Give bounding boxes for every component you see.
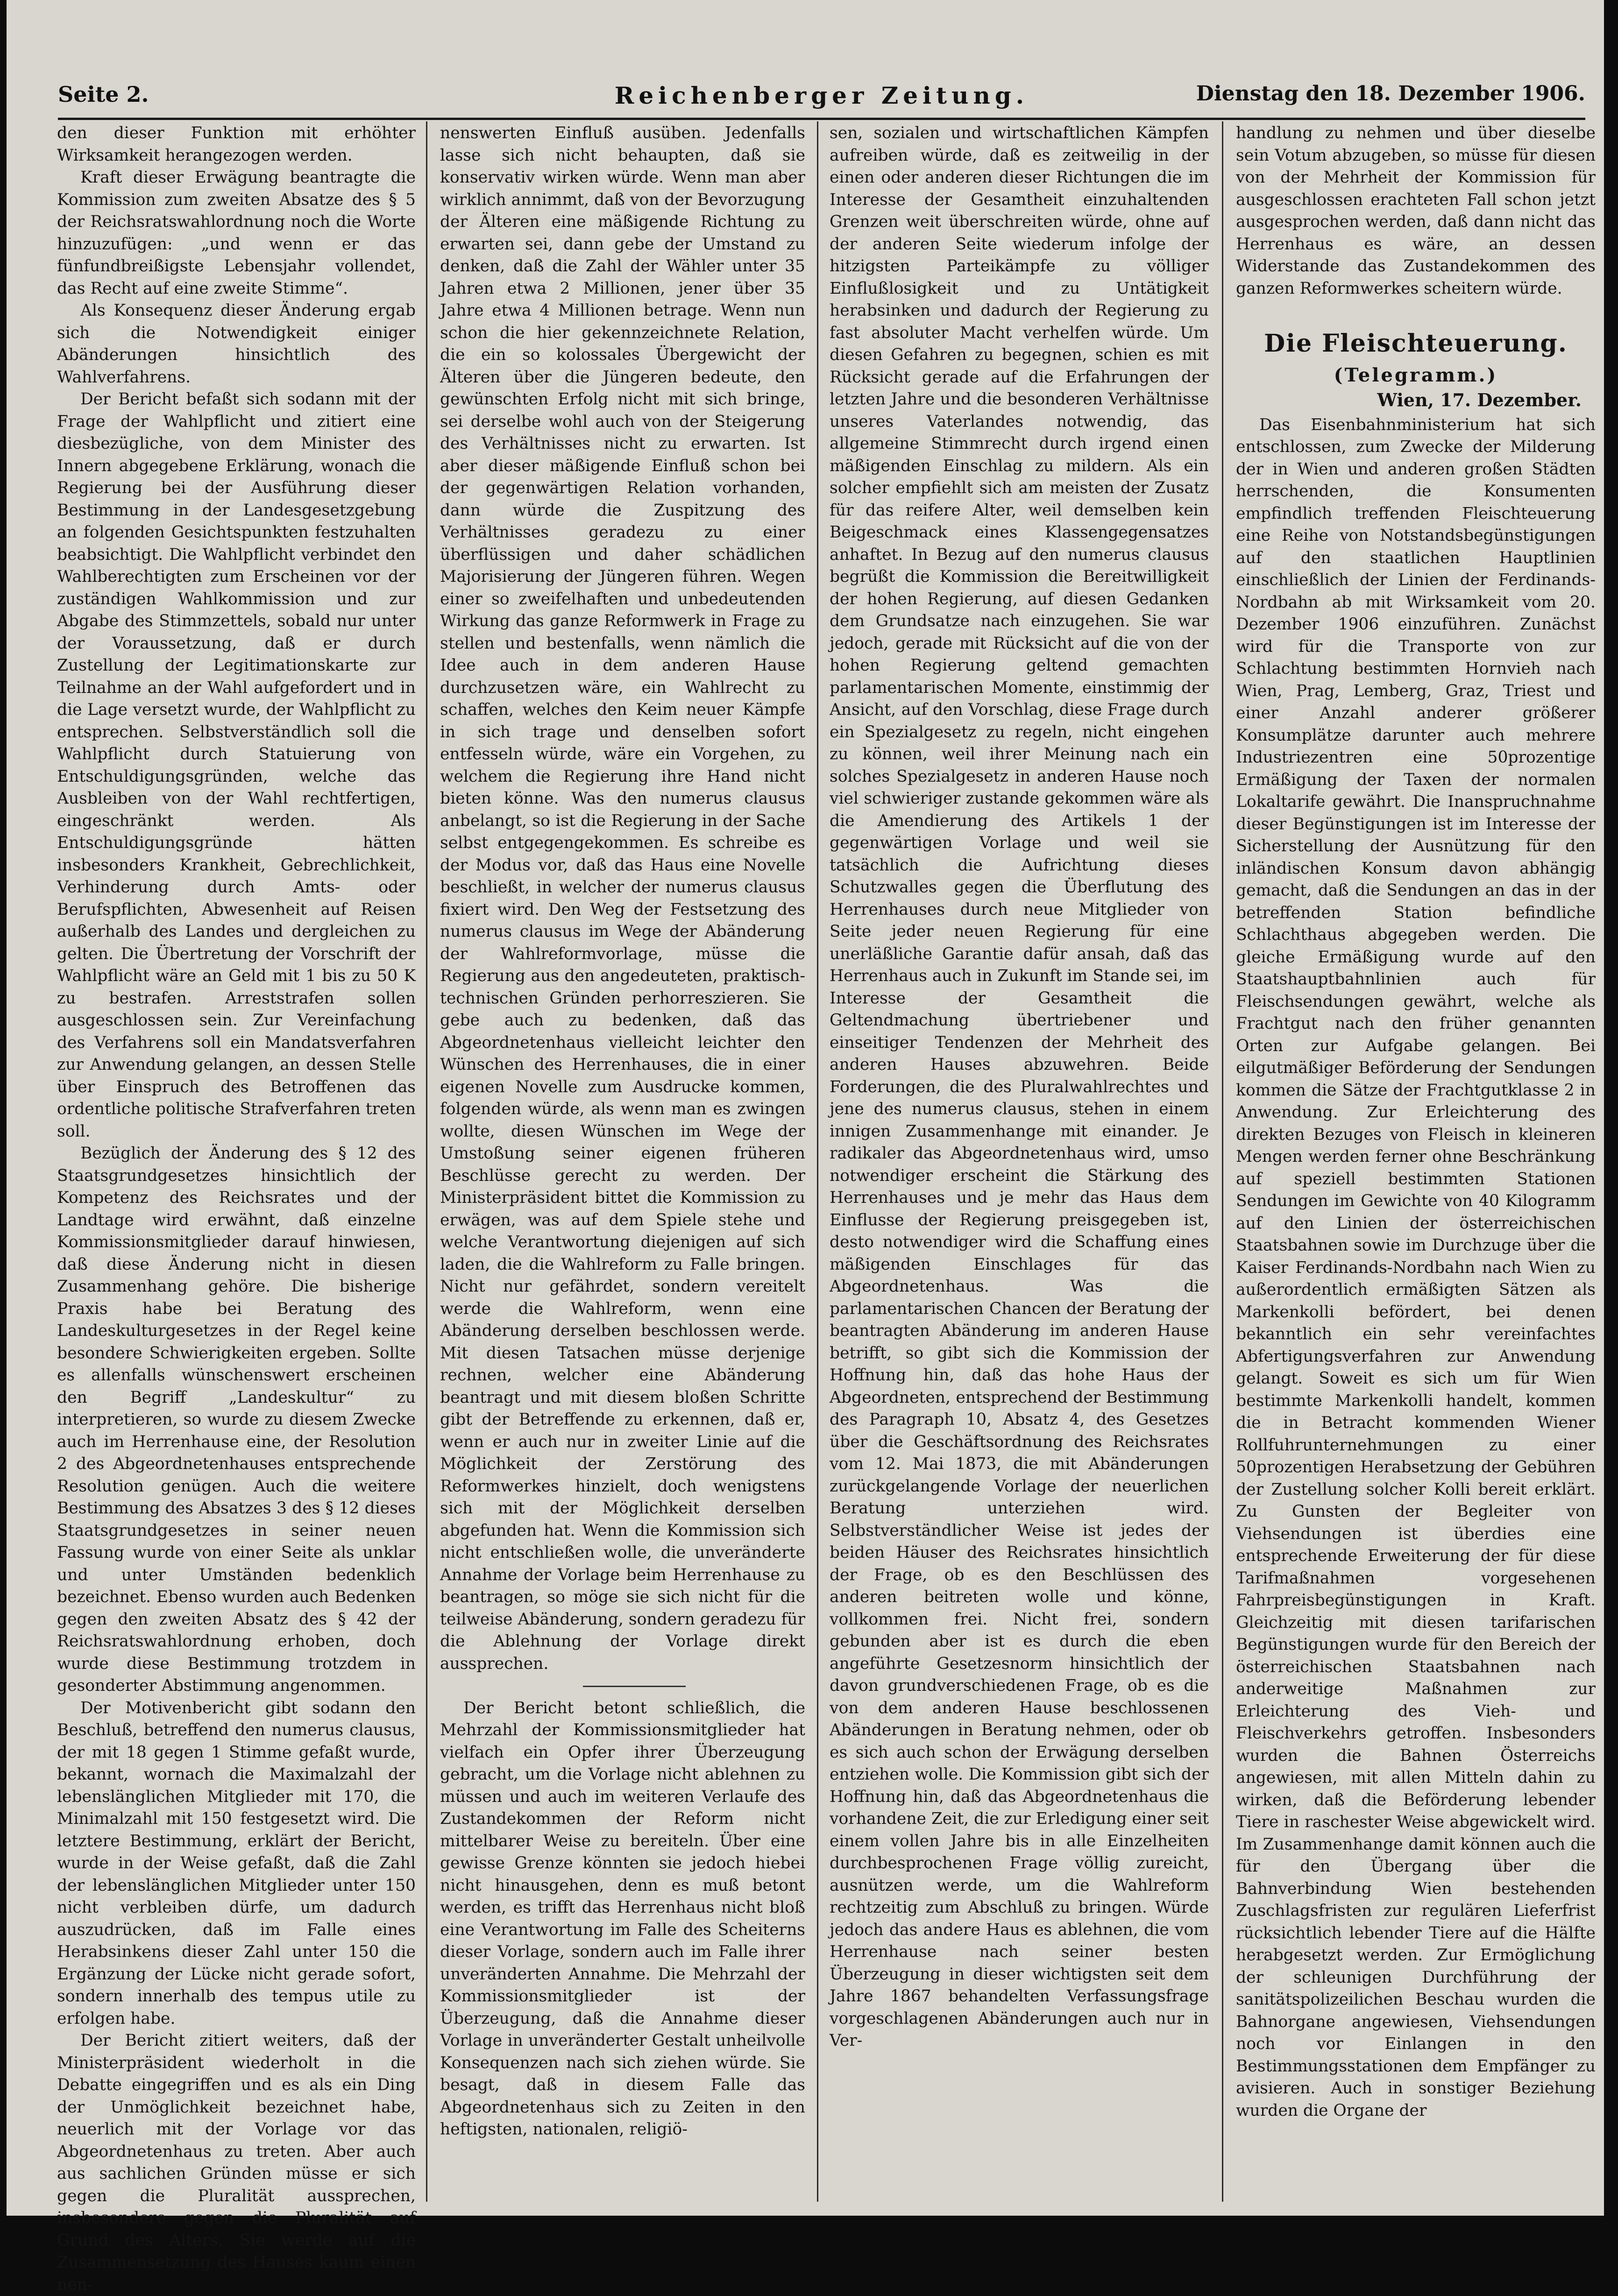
article-dateline: Wien, 17. Dezember. — [1377, 389, 1582, 410]
paragraph: Das Eisenbahnministerium hat sich entschlossen, zum Zwecke der Milderung der in Wien und anderen großen Städten herrschenden, die Konsumenten empfindlich treffenden Fleischteuerung eine Reihe von Notstandsbegünstigungen auf den staatlichen Hauptlinien einschließlich der Linien der Ferdinands-Nordbahn ab mit Wirksamkeit vom 20. Dezember 1906 einzuführen. Zunächst wird für die Transporte von zur Schlachtung bestimmten Hornvieh nach Wien, Prag, Lemberg, Graz, Triest und einer Anzahl anderer größerer Konsumplätze darunter auch mehrere Industriezentren eine 50prozentige Ermäßigung der Taxen der normalen Lokaltarife gewährt. Die Inanspruchnahme dieser Begünstigungen ist im Interesse der Sicherstellung der Ausnützung für den inländischen Konsum davon abhängig gemacht, daß die Sendungen an das in der betreffenden Station befindliche Schlachthaus abgegeben werden. Die gleiche Ermäßigung wurde auf den Staatshauptbahnlinien auch für Fleischsendungen gewährt, welche als Frachtgut nach den früher genannten Orten zur Aufgabe gelangen. Bei eilgutmäßiger Beförderung der Sendungen kommen die Sätze der Frachtgutklasse 2 in Anwendung. Zur Erleichterung des direkten Bezuges von Fleisch in kleineren Mengen werden ferner ohne Beschränkung auf speziell bestimmten Stationen Sendungen im Gewichte von 40 Kilogramm auf den Linien der österreichischen Staatsbahnen sowie im Durchzuge über die Kaiser Ferdinands-Nordbahn nach Wien zu außerordentlich ermäßigten Sätzen als Markenkolli befördert, bei denen bekanntlich ein sehr vereinfachtes Abfertigungsverfahren zur Anwendung gelangt. Soweit es sich um für Wien bestimmte Markenkolli handelt, kommen die in Betracht kommenden Wiener Rollfuhrunternehmungen zu einer 50prozentigen Herabsetzung der Gebühren der Zustellung solcher Kolli bereit erklärt. Zu Gunsten der Begleiter von Viehsendungen ist überdies eine entsprechende Erweiterung der für diese Tarifmaßnahmen vorgesehenen Fahrpreisbegünstigungen in Kraft. Gleichzeitig mit diesen tarifarischen Begünstigungen wurde für den Bereich der österreichischen Staatsbahnen nach anderweitige Maßnahmen zur Erleichterung des Vieh- und Fleischverkehrs getroffen. Insbesonders wurden die Bahnen Österreichs angewiesen, mit allen Mitteln dahin zu wirken, daß die Beförderung lebender Tiere in raschester Weise abgewickelt wird. Im Zusammenhange damit können auch die für den Übergang über die Bahnverbindung Wien bestehenden Zuschlagsfristen zur regulären Lieferfrist rücksichtlich lebender Tiere auf die Hälfte herabgesetzt werden. Zur Ermöglichung der schleunigen Durchführung der sanitätspolizeilichen Beschau wurden die Bahnorgane angewiesen, Viehsendungen noch vor Einlangen in den Bestimmungsstationen dem Empfänger zu avisieren. Auch in sonstiger Beziehung wurden die Organe der — [1236, 415, 1596, 2120]
column-2 — [440, 122, 805, 2197]
paragraph: Der Bericht zitiert weiters, daß der Ministerpräsident wiederholt in die Debatte eingegriffen und es als ein Ding der Unmöglichkeit bezeichnet habe, neuerlich mit der Vorlage vor das Abgeordnetenhaus zu treten. Aber auch aus sachlichen Gründen müsse er sich gegen die Pluralität aussprechen, insbesondere gegen die Pluralität auf Grund des Alters. Sie werde auf die Zusammensetzung des Hauses kaum einen nen- — [57, 2031, 416, 2294]
paragraph: den dieser Funktion mit erhöhter Wirksamkeit herangezogen werden. — [57, 124, 416, 165]
separator-line — [583, 1686, 686, 1687]
paragraph: Bezüglich der Änderung des § 12 des Staatsgrundgesetzes hinsichtlich der Kompetenz des Reichsrates und der Landtage wird erwähnt, daß einzelne Kommissionsmitglieder darauf hinwiesen, daß diese Änderung nicht in diesen Zusammenhang gehöre. Die bisherige Praxis habe bei Beratung des Landeskulturgesetzes in der Regel keine besondere Schwierigkeiten ergeben. Sollte es allenfalls wünschenswert erscheinen den Begriff „Landeskultur“ zu interpretieren, so wurde zu diesem Zwecke auch im Herrenhause eine, der Resolution 2 des Abgeordnetenhauses entsprechende Resolution genügen. Auch die weitere Bestimmung des Absatzes 3 des § 12 dieses Staatsgrundgesetzes in seiner neuen Fassung wurde von einer Seite als unklar und unter Umständen bedenklich bezeichnet. Ebenso wurden auch Bedenken gegen den zweiten Absatz des § 42 der Reichsratswahlordnung erhoben, doch wurde diese Bestimmung trotzdem in gesonderter Abstimmung angenommen. — [57, 1144, 416, 1695]
masthead: Reichenberger Zeitung. — [614, 82, 1029, 109]
column-1 — [57, 122, 416, 2294]
page-header — [58, 82, 1585, 119]
paragraph: handlung zu nehmen und über dieselbe sein Votum abzugeben, so müsse für diesen von der Mehrheit der Kommission für ausgeschlossen erachteten Fall schon jetzt ausgesprochen werden, daß dann nicht das Herrenhaus es wäre, an dessen Widerstande das Zustandekommen des ganzen Reformwerkes scheitern würde. — [1236, 124, 1596, 298]
issue-date: Dienstag den 18. Dezember 1906. — [1196, 82, 1585, 106]
article-subtitle: (Telegramm.) — [1334, 364, 1498, 386]
paragraph: Der Bericht befaßt sich sodann mit der Frage der Wahlpflicht und zitiert eine diesbezügliche, von dem Minister des Innern abgegebene Erklärung, wonach die Regierung bei der Ausführung dieser Bestimmung in der Landesgesetzgebung an folgenden Gesichtspunkten festzuhalten beabsichtigt. Die Wahlpflicht verbindet den Wahlberechtigten zum Erscheinen vor der zuständigen Wahlkommission und zur Abgabe des Stimmzettels, sobald nur unter der Voraussetzung, daß er durch Zustellung der Legitimationskarte zur Teilnahme an der Wahl aufgefordert und in die Lage versetzt wurde, der Wahlpflicht zu entsprechen. Selbstverständlich soll die Wahlpflicht durch Statuierung von Entschuldigungsgründen, welche das Ausbleiben von der Wahl rechtfertigen, eingeschränkt werden. Als Entschuldigungsgründe hätten insbesonders Krankheit, Gebrechlichkeit, Verhinderung durch Amts- oder Berufspflichten, Abwesenheit auf Reisen außerhalb des Landes und dergleichen zu gelten. Die Übertretung der Vorschrift der Wahlpflicht wäre an Geld mit 1 bis zu 50 K zu bestrafen. Arreststrafen sollen ausgeschlossen sein. Zur Vereinfachung des Verfahrens soll ein Mandatsverfahren zur Anwendung gelangen, an dessen Stelle über Einspruch des Betroffenen das ordentliche politische Strafverfahren treten soll. — [57, 390, 416, 1141]
paragraph: Der Bericht betont schließlich, die Mehrzahl der Kommissionsmitglieder hat vielfach ein Opfer ihrer Überzeugung gebracht, um die Vorlage nicht ablehnen zu müssen und auch im weiteren Verlaufe des Zustandekommen der Reform nicht mittelbarer Weise zu bereiteln. Über eine gewisse Grenze könnten sie jedoch hiebei nicht hinausgehen, denn es muß betont werden, es trifft das Herrenhaus nicht bloß eine Verantwortung im Falle des Scheiterns dieser Vorlage, sondern auch im Falle ihrer unveränderten Annahme. Die Mehrzahl der Kommissionsmitglieder ist der Überzeugung, daß die Annahme dieser Vorlage in unveränderter Gestalt unheilvolle Konsequenzen nach sich ziehen würde. Sie besagt, daß in diesem Falle das Abgeordnetenhaus sich zu Zeiten in den heftigsten, nationalen, religiö- — [440, 1698, 805, 2139]
paragraph: Als Konsequenz dieser Änderung ergab sich die Notwendigkeit einiger Abänderungen hinsichtlich des Wahlverfahrens. — [57, 301, 416, 387]
column-divider — [426, 121, 427, 2202]
column-divider — [1222, 121, 1223, 2202]
separator — [440, 1675, 805, 1697]
paragraph: sen, sozialen und wirtschaftlichen Kämpfen aufreiben würde, daß es zeitweilig in der einen oder anderen dieser Richtungen die im Interesse der Gesamtheit einzuhaltenden Grenzen weit überschreiten würde, ohne auf der anderen Seite wiederum infolge der hitzigsten Parteikämpfe zu völliger Einflußlosigkeit und zu Untätigkeit herabsinken und dadurch der Regierung zu fast absoluter Macht verhelfen würde. Um diesen Gefahren zu begegnen, schien es mit Rücksicht gerade auf die Erfahrungen der letzten Jahre und die besonderen Verhältnisse unseres Vaterlandes notwendig, das allgemeine Stimmrecht durch irgend einen mäßigenden Einschlag zu mildern. Als ein solcher empfiehlt sich am meisten der Zusatz für das reifere Alter, weil demselben kein Beigeschmack eines Klassengegensatzes anhaftet. In Bezug auf den numerus clausus begrüßt die Kommission die Bereitwilligkeit der hohen Regierung, auf diesen Gedanken dem Grundsatze nach einzugehen. Sie war jedoch, gerade mit Rücksicht auf die von der hohen Regierung geltend gemachten parlamentarischen Momente, einstimmig der Ansicht, auf den Vorschlag, diese Frage durch ein Spezialgesetz zu regeln, nicht eingehen zu können, weil ihrer Meinung nach ein solches Spezialgesetz in anderen Hause noch viel schwieriger zustande gekommen wäre als die Amendierung des Artikels 1 der gegenwärtigen Vorlage und weil sie tatsächlich die Aufrichtung dieses Schutzwalles gegen die Überflutung des Herrenhauses durch neue Mitglieder von Seite jeder neuen Regierung für eine unerläßliche Garantie dafür ansah, daß das Herrenhaus auch in Zukunft im Stande sei, im Interesse der Gesamtheit die Geltendmachung übertriebener und einseitiger Tendenzen der Mehrheit des anderen Hauses abzuwehren. Beide Forderungen, die des Pluralwahlrechtes und jene des numerus clausus, stehen in einem innigen Zusammenhange mit einander. Je radikaler das Abgeordnetenhaus wird, umso notwendiger erscheint die Stärkung des Herrenhauses und je mehr das Haus dem Einflusse der Regierung preisgegeben ist, desto notwendiger wird die Schaffung eines mäßigenden Einschlages für das Abgeordnetenhaus. Was die parlamentarischen Chancen der Beratung der beantragten Abänderung im anderen Hause betrifft, so gibt sich die Kommission der Hoffnung hin, daß das hohe Haus der Abgeordneten, entsprechend der Bestimmung des Paragraph 10, Absatz 4, des Gesetzes über die Geschäftsordnung des Reichsrates vom 12. Mai 1873, die mit Abänderungen zurückgelangende Vorlage der neuerlichen Beratung unterziehen wird. Selbstverständlicher Weise ist jedes der beiden Häuser des Reichsrates hinsichtlich der Frage, ob es den Beschlüssen des anderen beitreten wolle und könne, vollkommen frei. Nicht frei, sondern gebunden aber ist es durch die eben angeführte Gesetzesnorm hinsichtlich der davon grundverschiedenen Frage, ob es die von dem anderen Hause beschlossenen Abänderungen in Beratung nehmen, oder ob es sich auch schon der Erwägung derselben entziehen wolle. Die Kommission gibt sich der Hoffnung hin, daß das Abgeordnetenhaus die vorhandene Zeit, die zur Erledigung einer seit einem vollen Jahre bis in alle Einzelheiten durchbesprochenen Frage völlig zureicht, ausnützen werde, um die Wahlreform rechtzeitig zum Abschluß zu bringen. Würde jedoch das andere Haus es ablehnen, die vom Herrenhause nach seiner besten Überzeugung in dieser wichtigsten seit dem Jahre 1867 behandelten Verfassungsfrage vorgeschlagenen Abänderungen auch nur in Ver- — [830, 124, 1209, 2050]
header-rule — [58, 118, 1585, 120]
column-4 — [1236, 122, 1596, 2197]
paragraph: Kraft dieser Erwägung beantragte die Kommission zum zweiten Absatze des § 5 der Reichsratswahlordnung noch die Worte hinzuzufügen: „und wenn er das fünfundbreißigste Lebensjahr vollendet, das Recht auf eine zweite Stimme“. — [57, 168, 416, 298]
column-3 — [830, 122, 1209, 2197]
paragraph: nenswerten Einfluß ausüben. Jedenfalls lasse sich nicht behaupten, daß sie konservativ wirken würde. Wenn man aber wirklich annimmt, daß von der Bevorzugung der Älteren eine mäßigende Richtung zu erwarten sei, dann gebe der Umstand zu denken, daß die Zahl der Wähler unter 35 Jahren etwa 2 Millionen, jener über 35 Jahre etwa 4 Millionen betrage. Wenn nun schon die hier gekennzeichnete Relation, die ein so kolossales Übergewicht der Älteren über die Jüngeren bedeute, den gewünschten Erfolg nicht mit sich bringe, sei derselbe wohl auch von der Steigerung des Verhältnisses nicht zu erwarten. Ist aber dieser mäßigende Einfluß schon bei der gegenwärtigen Relation vorhanden, dann würde die Zuspitzung des Verhältnisses geradezu zu einer überflüssigen und daher schädlichen Majorisierung der Jüngeren führen. Wegen einer so zweifelhaften und unbedeutenden Wirkung das ganze Reformwerk in Frage zu stellen und bestenfalls, wenn nämlich die Idee auch in dem anderen Hause durchzusetzen wäre, ein Wahlrecht zu schaffen, welches den Keim neuer Kämpfe in sich trage und denselben sofort entfesseln würde, wäre ein Vorgehen, zu welchem die Regierung ihre Hand nicht bieten könne. Was den numerus clausus anbelangt, so ist die Regierung in der Sache selbst entgegengekommen. Es schreibe es der Modus vor, daß das Haus eine Novelle beschließt, in welcher der numerus clausus fixiert wird. Den Weg der Festsetzung des numerus clausus im Wege der Abänderung der Wahlreformvorlage, müsse die Regierung aus den angedeuteten, praktisch-technischen Gründen perhorreszieren. Sie gebe auch zu bedenken, daß das Abgeordnetenhaus vielleicht leichter den Wünschen des Herrenhauses, die in einer eigenen Novelle zum Ausdrucke kommen, folgenden würde, als wenn man es zwingen wollte, diesen Wünschen im Wege der Umstoßung seiner eigenen früheren Beschlüsse gerecht zu werden. Der Ministerpräsident bittet die Kommission zu erwägen, was auf dem Spiele stehe und welche Verantwortung diejenigen auf sich laden, die die Wahlreform zu Falle bringen. Nicht nur gefährdet, sondern vereitelt werde die Wahlreform, wenn eine Abänderung derselben beschlossen werde. Mit diesen Tatsachen müsse derjenige rechnen, welcher eine Abänderung beantragt und mit diesem bloßen Schritte gibt der Betreffende zu erkennen, daß er, wenn er auch nur in zweiter Linie auf die Möglichkeit der Zerstörung des Reformwerkes hinzielt, doch wenigstens sich mit der Möglichkeit derselben abgefunden hat. Wenn die Kommission sich nicht entschließen wolle, die unveränderte Annahme der Vorlage beim Herrenhause zu beantragen, so möge sie sich nicht für die teilweise Abänderung, sondern geradezu für die Ablehnung der Vorlage direkt aussprechen. — [440, 124, 805, 1673]
newspaper-page — [7, 0, 1604, 2294]
article-title: Die Fleischteuerung. — [1264, 329, 1568, 358]
paragraph: Der Motivenbericht gibt sodann den Beschluß, betreffend den numerus clausus, der mit 18 gegen 1 Stimme gefaßt wurde, bekannt, wornach die Maximalzahl der lebenslänglichen Mitglieder mit 170, die Minimalzahl mit 150 festgesetzt wird. Die letztere Bestimmung, erklärt der Bericht, wurde in der Weise gefaßt, daß die Zahl der lebenslänglichen Mitglieder unter 150 nicht verbleiben dürfe, um dadurch auszudrücken, daß im Falle eines Herabsinkens dieser Zahl unter 150 die Ergänzung der Lücke nicht gerade sofort, sondern innerhalb des tempus utile zu erfolgen habe. — [57, 1698, 416, 2028]
page-number: Seite 2. — [58, 82, 149, 107]
column-divider — [817, 121, 818, 2202]
